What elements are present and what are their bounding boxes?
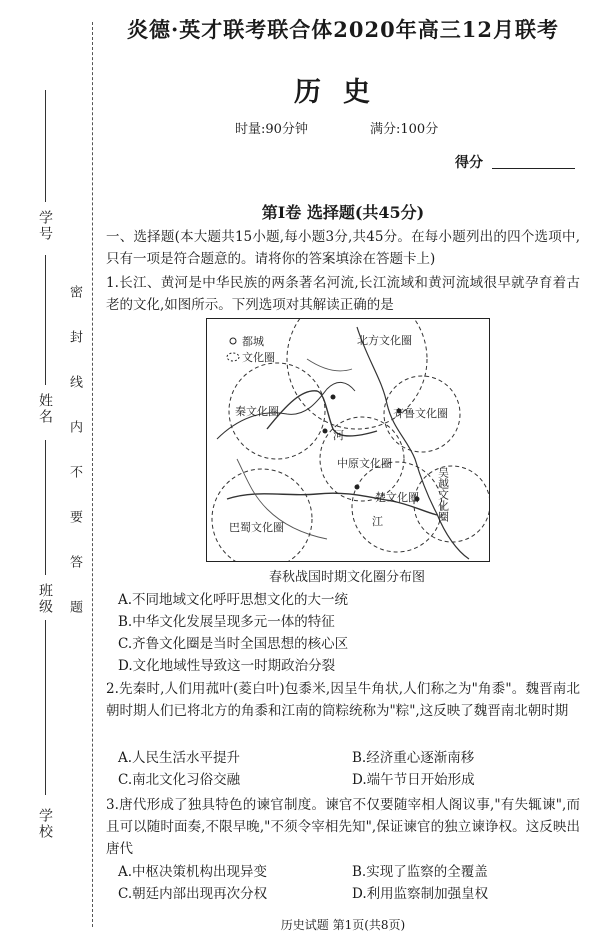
section-heading: 第Ⅰ卷 选择题(共45分) (261, 203, 425, 222)
question-3-stem: 3.唐代形成了独具特色的谏官制度。谏官不仅要随宰相人阁议事,"有失辄谏",而且可以随时面奏,不限早晚,"不须令宰相先知",保证谏官的独立谏诤权。这反映出唐代 (106, 797, 580, 857)
region-label-bashu: 巴蜀文化圈 (229, 521, 284, 534)
q2-option-d[interactable]: D.端午节日开始形成 (352, 772, 475, 788)
legend-circle-label: 文化圈 (242, 351, 275, 364)
q3-option-d[interactable]: D.利用监察制加强皇权 (352, 886, 489, 902)
legend-circle-marker (227, 353, 239, 361)
exam-title: 炎德·英才联考联合体2020年高三12月联考 (127, 17, 559, 42)
wuyue-culture-circle (414, 466, 489, 542)
school-label: 学校 (37, 808, 53, 840)
question-1-stem: 1.长江、黄河是中华民族的两条著名河流,长江流域和黄河流域很早就孕育着古老的文化,如图所示。下列选项对其解读正确的是 (106, 275, 580, 313)
region-label-north: 北方文化圈 (357, 334, 412, 347)
culture-map-svg (207, 319, 489, 561)
seal-line (92, 22, 93, 927)
subject-title: 历史 (294, 77, 392, 108)
name-label: 姓名 (37, 393, 53, 425)
region-label-wuyue: 吴越文化圈 (436, 467, 450, 522)
q1-option-b[interactable]: B.中华文化发展呈现多元一体的特征 (118, 614, 335, 630)
region-label-central: 中原文化圈 (337, 457, 392, 470)
q2-option-b[interactable]: B.经济重心逐渐南移 (352, 750, 475, 766)
map-caption: 春秋战国时期文化圈分布图 (268, 570, 425, 585)
student-id-blank (45, 90, 46, 202)
capital-marker (355, 485, 360, 490)
seal-warning: 密封线内不要答题 (67, 285, 82, 645)
class-blank (45, 440, 46, 575)
score-field[interactable] (492, 168, 575, 169)
score-label: 得分 (455, 155, 483, 171)
time-limit: 时量:90分钟 (235, 122, 308, 137)
q1-option-d[interactable]: D.文化地域性导致这一时期政治分裂 (118, 658, 336, 674)
q3-option-c[interactable]: C.朝廷内部出现再次分权 (118, 886, 268, 902)
legend-city-label: 都城 (242, 335, 264, 348)
capital-marker (323, 429, 328, 434)
section-intro: 一、选择题(本大题共15小题,每小题3分,共45分。在每小题列出的四个选项中,只有一项是符合题意的。请将你的答案填涂在答题卡上) (106, 229, 580, 267)
q1-option-a[interactable]: A.不同地域文化呼吁思想文化的大一统 (118, 592, 349, 608)
boundary-line (307, 359, 352, 371)
student-id-label: 学号 (37, 210, 53, 242)
question-2-stem: 2.先秦时,人们用菰叶(菱白叶)包黍米,因呈牛角状,人们称之为"角黍"。魏晋南北朝时期人们已将北方的角黍和江南的筒粽统称为"粽",这反映了魏晋南北朝时期 (106, 681, 580, 719)
name-blank (45, 255, 46, 385)
culture-map (206, 318, 490, 562)
region-label-chu: 楚文化圈 (375, 491, 419, 504)
region-label-qilu: 齐鲁文化圈 (393, 407, 448, 420)
legend-city-marker (230, 338, 236, 344)
river-label-he: 河 (333, 429, 344, 442)
q2-option-a[interactable]: A.人民生活水平提升 (118, 750, 241, 766)
full-score: 满分:100分 (370, 122, 439, 137)
capital-marker (331, 395, 336, 400)
q3-option-b[interactable]: B.实现了监察的全覆盖 (352, 864, 488, 880)
q1-option-c[interactable]: C.齐鲁文化圈是当时全国思想的核心区 (118, 636, 349, 652)
class-label: 班级 (37, 583, 53, 615)
region-label-qin: 秦文化圈 (235, 405, 279, 418)
school-blank (45, 620, 46, 795)
bashu-culture-circle (212, 469, 312, 561)
q3-option-a[interactable]: A.中枢决策机构出现异变 (118, 864, 268, 880)
chu-culture-circle (352, 462, 442, 552)
q2-option-c[interactable]: C.南北文化习俗交融 (118, 772, 241, 788)
page-footer: 历史试题 第1页(共8页) (280, 918, 406, 932)
river-label-jiang: 江 (372, 515, 383, 528)
